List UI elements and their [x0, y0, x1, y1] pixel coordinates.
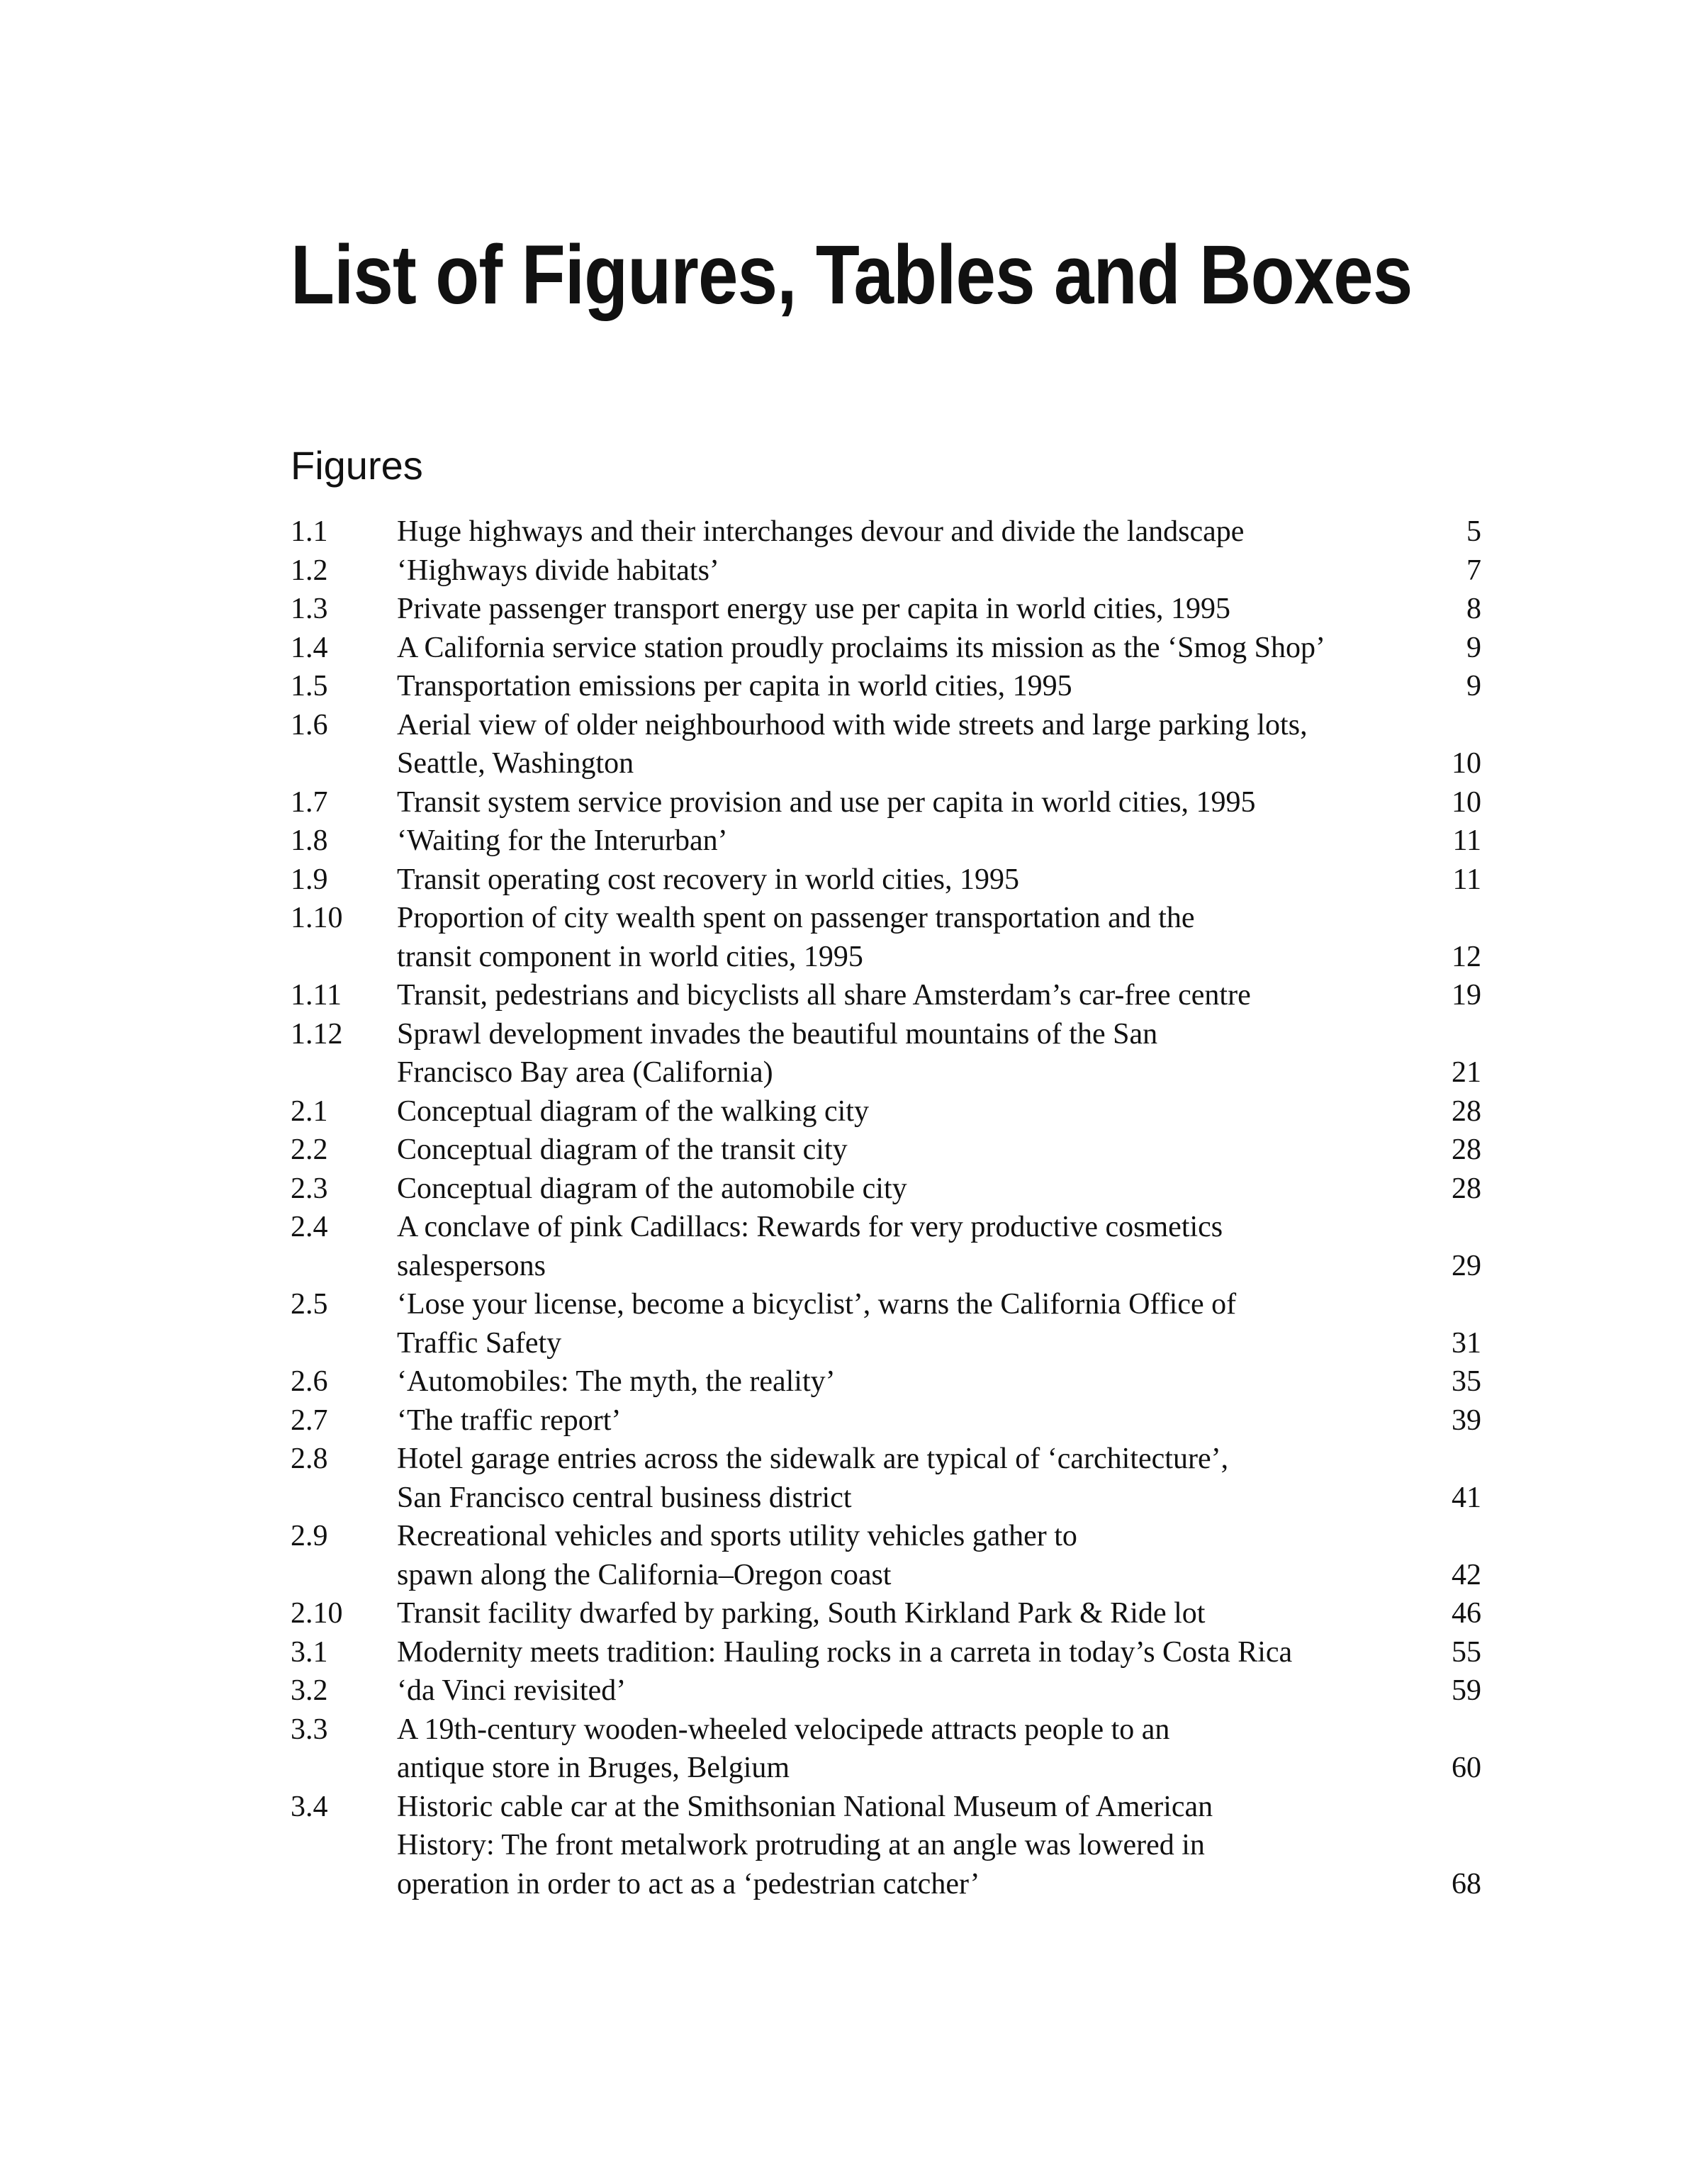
page-number: 12	[1452, 940, 1481, 973]
list-item	[291, 1401, 1481, 1440]
list-item	[291, 1362, 1481, 1401]
figure-caption: Private passenger transport energy use per capita in world cities, 1995	[397, 593, 1231, 625]
figure-caption: Transit facility dwarfed by parking, South Kirkland Park & Ride lot	[397, 1597, 1206, 1630]
list-item	[291, 513, 1481, 551]
list-item	[291, 1440, 1481, 1517]
list-item	[291, 706, 1481, 783]
page-number: 19	[1452, 979, 1481, 1012]
figure-number: 1.1	[291, 515, 328, 548]
figure-caption: Sprawl development invades the beautiful mountains of the San Francisco Bay area (California)	[397, 1017, 1158, 1089]
figure-number: 2.6	[291, 1365, 328, 1398]
page-number: 28	[1452, 1094, 1481, 1128]
figure-caption: A conclave of pink Cadillacs: Rewards for very productive cosmetics salespersons	[397, 1211, 1223, 1282]
list-item	[291, 976, 1481, 1015]
page-number: 60	[1452, 1752, 1481, 1784]
page-number: 11	[1452, 824, 1481, 857]
figure-caption: Huge highways and their interchanges devour and divide the landscape	[397, 515, 1245, 548]
page-number: 8	[1466, 593, 1481, 625]
figure-number: 3.3	[291, 1713, 328, 1746]
figure-caption: Conceptual diagram of the walking city	[397, 1094, 869, 1128]
section-heading-figures: Figures	[291, 443, 423, 488]
page-number: 31	[1452, 1326, 1481, 1360]
figure-caption: Conceptual diagram of the transit city	[397, 1133, 848, 1166]
figure-caption: ‘Waiting for the Interurban’	[397, 824, 728, 857]
figure-caption: ‘The traffic report’	[397, 1404, 622, 1437]
figure-number: 2.10	[291, 1597, 343, 1630]
page-number: 68	[1452, 1867, 1481, 1900]
figure-number: 1.9	[291, 863, 328, 896]
page-number: 10	[1452, 747, 1481, 780]
figure-number: 1.8	[291, 824, 328, 857]
page-number: 5	[1466, 515, 1481, 548]
figure-caption: Recreational vehicles and sports utility vehicles gather to spawn along the California–Oregon coast	[397, 1520, 1077, 1591]
page-number: 35	[1452, 1365, 1481, 1398]
list-item	[291, 1594, 1481, 1633]
figure-number: 3.1	[291, 1635, 328, 1669]
page-number: 59	[1452, 1674, 1481, 1707]
figure-caption: ‘Automobiles: The myth, the reality’	[397, 1365, 836, 1398]
figure-caption: Conceptual diagram of the automobile city	[397, 1172, 907, 1205]
figure-caption: ‘da Vinci revisited’	[397, 1674, 627, 1707]
list-item	[291, 1208, 1481, 1285]
figure-number: 3.2	[291, 1674, 328, 1707]
page-number: 7	[1466, 554, 1481, 587]
list-item	[291, 590, 1481, 629]
figure-number: 3.4	[291, 1790, 328, 1823]
list-item	[291, 1710, 1481, 1788]
figure-caption: ‘Lose your license, become a bicyclist’, warns the California Office of Traffic Safety	[397, 1288, 1237, 1360]
page-number: 29	[1452, 1249, 1481, 1282]
page-number: 46	[1452, 1597, 1481, 1630]
figure-number: 1.12	[291, 1017, 343, 1051]
figure-number: 2.7	[291, 1404, 328, 1437]
list-item	[291, 667, 1481, 706]
list-item	[291, 629, 1481, 668]
page-number: 10	[1452, 785, 1481, 819]
figure-caption: Hotel garage entries across the sidewalk are typical of ‘carchitecture’, San Francisco central business district	[397, 1443, 1229, 1514]
list-item	[291, 783, 1481, 822]
list-item	[291, 899, 1481, 976]
page-number: 28	[1452, 1133, 1481, 1166]
figure-number: 1.3	[291, 593, 328, 625]
page-number: 11	[1452, 863, 1481, 896]
figure-number: 1.4	[291, 631, 328, 664]
list-item	[291, 551, 1481, 590]
figure-caption: Aerial view of older neighbourhood with wide streets and large parking lots, Seattle, Washington	[397, 708, 1308, 780]
list-item	[291, 1131, 1481, 1170]
list-item	[291, 1092, 1481, 1131]
figure-number: 1.5	[291, 670, 328, 702]
list-item	[291, 861, 1481, 900]
figure-number: 2.8	[291, 1443, 328, 1475]
list-item	[291, 1517, 1481, 1594]
list-item	[291, 822, 1481, 861]
figure-number: 2.2	[291, 1133, 328, 1166]
figure-list	[291, 513, 1481, 1903]
page-number: 9	[1466, 670, 1481, 702]
list-item	[291, 1633, 1481, 1672]
page-number: 42	[1452, 1558, 1481, 1591]
list-item	[291, 1285, 1481, 1362]
figure-number: 1.11	[291, 979, 342, 1012]
page-number: 9	[1466, 631, 1481, 664]
page-number: 28	[1452, 1172, 1481, 1205]
figure-caption: Modernity meets tradition: Hauling rocks in a carreta in today’s Costa Rica	[397, 1635, 1293, 1669]
list-item	[291, 1671, 1481, 1710]
list-item	[291, 1015, 1481, 1092]
figure-caption: Transit operating cost recovery in world cities, 1995	[397, 863, 1019, 896]
figure-number: 2.3	[291, 1172, 328, 1205]
page-number: 21	[1452, 1056, 1481, 1089]
list-item	[291, 1788, 1481, 1904]
figure-caption: A California service station proudly proclaims its mission as the ‘Smog Shop’	[397, 631, 1326, 664]
figure-number: 1.2	[291, 554, 328, 587]
figure-number: 2.5	[291, 1288, 328, 1321]
page-title: List of Figures, Tables and Boxes	[291, 228, 1413, 322]
page-number: 55	[1452, 1635, 1481, 1669]
figure-caption: Historic cable car at the Smithsonian National Museum of American History: The front metalwork protruding at an angle was lowered in operation in order to act as a ‘pedestrian catcher’	[397, 1790, 1213, 1900]
figure-number: 2.1	[291, 1094, 328, 1128]
figure-caption: Transit system service provision and use per capita in world cities, 1995	[397, 785, 1256, 819]
page-number: 41	[1452, 1481, 1481, 1514]
figure-number: 2.4	[291, 1211, 328, 1243]
figure-number: 2.9	[291, 1520, 328, 1552]
figure-caption: A 19th-century wooden-wheeled velocipede attracts people to an antique store in Bruges, Belgium	[397, 1713, 1170, 1784]
figure-caption: Proportion of city wealth spent on passenger transportation and the transit component in world cities, 1995	[397, 902, 1195, 973]
figure-number: 1.6	[291, 708, 328, 741]
list-item	[291, 1170, 1481, 1209]
figure-number: 1.10	[291, 902, 343, 934]
figure-number: 1.7	[291, 785, 328, 819]
figure-caption: Transit, pedestrians and bicyclists all share Amsterdam’s car-free centre	[397, 979, 1251, 1012]
figure-caption: Transportation emissions per capita in world cities, 1995	[397, 670, 1072, 702]
figure-caption: ‘Highways divide habitats’	[397, 554, 719, 587]
page-number: 39	[1452, 1404, 1481, 1437]
